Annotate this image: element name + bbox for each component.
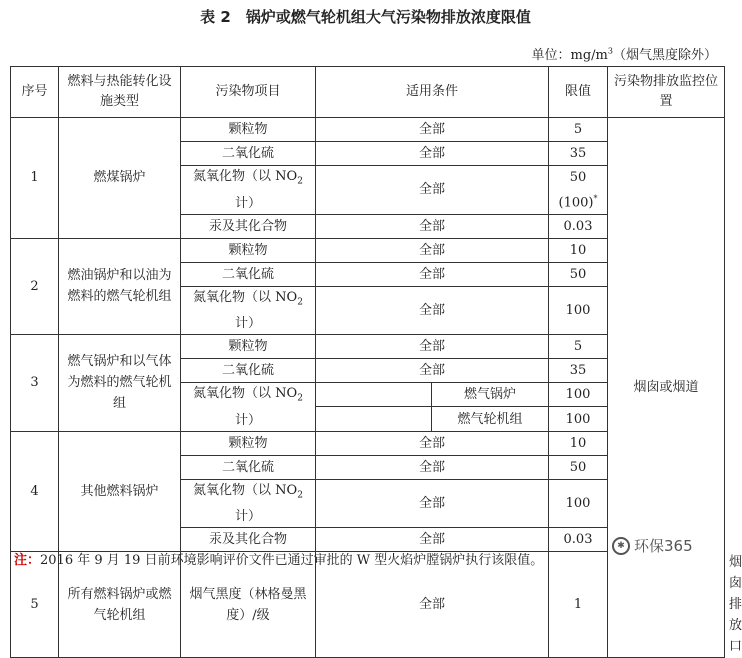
pollutant: 氮氧化物（以 $NO_2$计） (181, 166, 316, 215)
pollutant: 颗粒物 (181, 118, 316, 142)
limit-value: 5 (549, 335, 608, 359)
condition-empty (316, 383, 432, 407)
limit-value: 0.03 (549, 214, 608, 238)
facility-type: 其他燃料锅炉 (59, 431, 181, 552)
limit-value: 0.03 (549, 528, 608, 552)
pollutant: 烟气黑度（林格曼黑度）/级 (181, 552, 316, 658)
pollutant: 氮氧化物（以 $NO_2$计） (181, 479, 316, 528)
note-label: 注： (14, 553, 41, 568)
header-monitor: 污染物排放监控位置 (608, 67, 725, 118)
header-condition: 适用条件 (316, 67, 549, 118)
limit-value: 35 (549, 142, 608, 166)
pollutant: 二氧化硫 (181, 262, 316, 286)
facility-type: 所有燃料锅炉或燃气轮机组 (59, 552, 181, 658)
header-row (11, 67, 725, 118)
facility-type: 燃油锅炉和以油为燃料的燃气轮机组 (59, 238, 181, 335)
condition: 全部 (316, 238, 549, 262)
pollutant: 汞及其化合物 (181, 214, 316, 238)
limit-value: 100 (549, 407, 608, 431)
limit-value: 100 (549, 479, 608, 528)
condition: 全部 (316, 142, 549, 166)
condition: 全部 (316, 214, 549, 238)
limit-value: 10 (549, 238, 608, 262)
limit-value: 1 (549, 552, 608, 658)
condition: 全部 (316, 118, 549, 142)
table-row (11, 118, 725, 142)
row-no: 4 (11, 431, 59, 552)
condition: 全部 (316, 431, 549, 455)
condition: 全部 (316, 286, 549, 335)
condition: 全部 (316, 552, 549, 658)
condition: 全部 (316, 359, 549, 383)
header-type: 燃料与热能转化设施类型 (59, 67, 181, 118)
limit-value: 50 (549, 455, 608, 479)
condition: 全部 (316, 335, 549, 359)
row-no: 3 (11, 335, 59, 432)
pollutant: 汞及其化合物 (181, 528, 316, 552)
pollutant: 氮氧化物（以 $NO_2$计） (181, 383, 316, 432)
condition: 全部 (316, 528, 549, 552)
facility-type: 燃煤锅炉 (59, 118, 181, 239)
row-no: 1 (11, 118, 59, 239)
pollutant: 颗粒物 (181, 335, 316, 359)
header-no: 序号 (11, 67, 59, 118)
table-note (14, 549, 543, 568)
pollutant: 颗粒物 (181, 238, 316, 262)
condition: 全部 (316, 479, 549, 528)
monitor-position: 烟囱或烟道 (608, 118, 725, 658)
wechat-icon: ✱ (612, 537, 630, 555)
condition: 全部 (316, 166, 549, 215)
pollutant: 二氧化硫 (181, 455, 316, 479)
header-pollutant: 污染物项目 (181, 67, 316, 118)
pollutant: 颗粒物 (181, 431, 316, 455)
pollutant: 二氧化硫 (181, 359, 316, 383)
condition: 全部 (316, 262, 549, 286)
header-limit: 限值 (549, 67, 608, 118)
emission-limits-table (10, 66, 742, 658)
condition: 燃气轮机组 (432, 407, 549, 431)
row-no: 5 (11, 552, 59, 658)
pollutant: 氮氧化物（以 $NO_2$计） (181, 286, 316, 335)
facility-type: 燃气锅炉和以气体为燃料的燃气轮机组 (59, 335, 181, 432)
pollutant: 二氧化硫 (181, 142, 316, 166)
limit-value: 5 (549, 118, 608, 142)
row-no: 2 (11, 238, 59, 335)
table-title: 表 2 锅炉或燃气轮机组大气污染物排放浓度限值 (200, 8, 531, 26)
condition: 全部 (316, 455, 549, 479)
watermark (612, 535, 693, 556)
limit-value: 100 (549, 383, 608, 407)
limit-value: 50 (549, 262, 608, 286)
limit-value: 50 (100)* (549, 166, 608, 215)
condition: 燃气锅炉 (432, 383, 549, 407)
condition-empty (316, 407, 432, 431)
watermark-text: 环保365 (634, 537, 693, 555)
table-row: 5 所有燃料锅炉或燃气轮机组 烟气黑度（林格曼黑度）/级 全部 1 烟囱排放口 (11, 552, 725, 658)
limit-value: 35 (549, 359, 608, 383)
unit-label: 单位：$mg/m^3$（烟气黑度除外） (531, 46, 717, 63)
note-text: 2016 年 9 月 19 日前环境影响评价文件已通过审批的 W 型火焰炉膛锅炉执行该限值。 (40, 553, 544, 568)
limit-value: 10 (549, 431, 608, 455)
limit-value: 100 (549, 286, 608, 335)
